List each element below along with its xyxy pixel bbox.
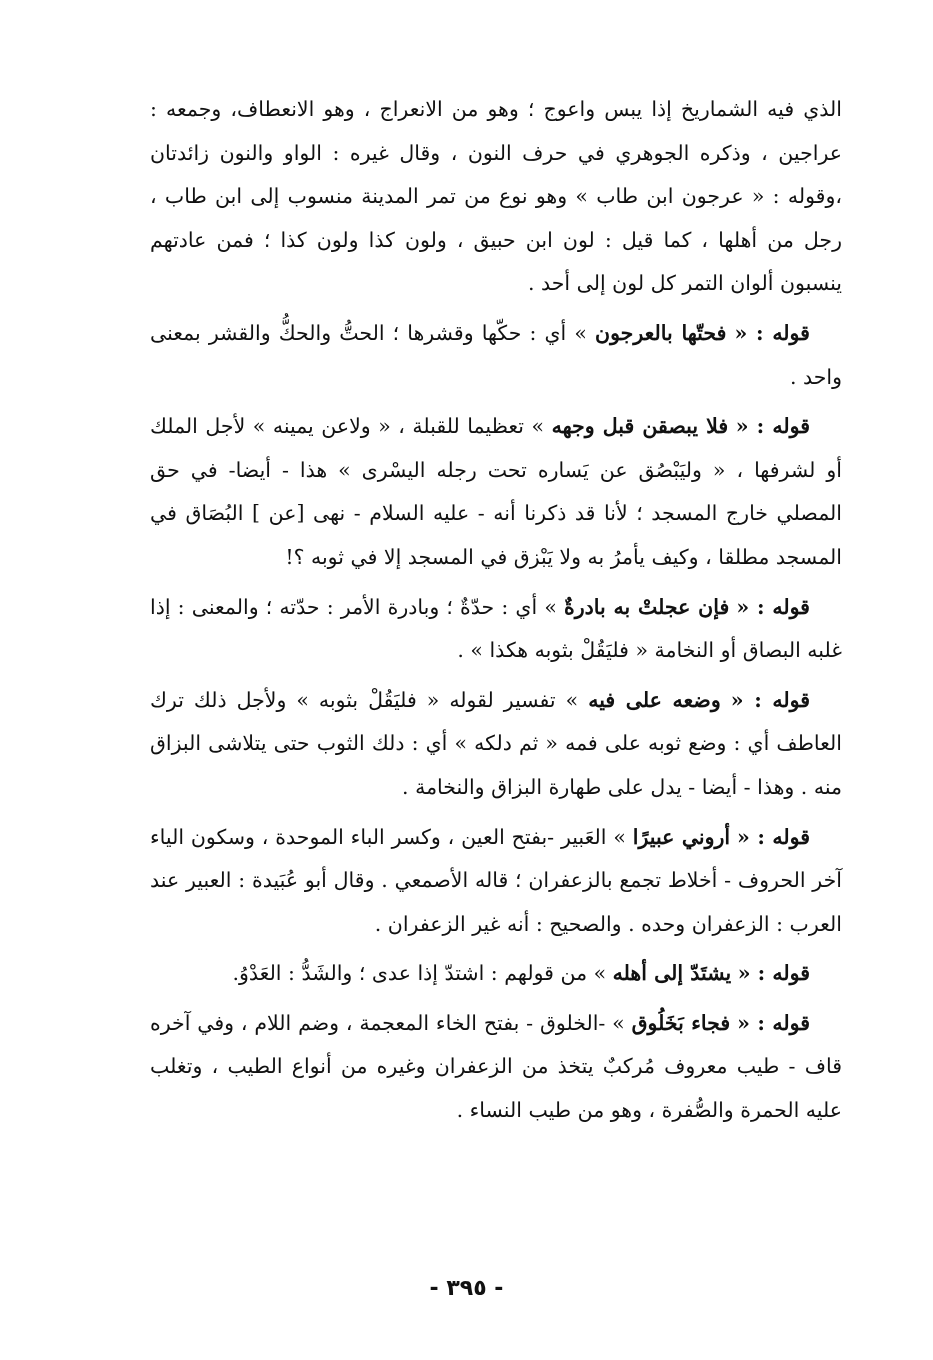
paragraph-2-text: » أي : حكّها وقشرها ؛ الحتُّ والحكُّ والقشر بمعنى واحد . — [150, 320, 842, 389]
paragraph-2-quote: فحتّها بالعرجون — [595, 320, 727, 345]
paragraph-3-lead: قوله : « — [735, 414, 810, 439]
paragraph-7-quote: يشتَدّ إلى أهله — [612, 961, 732, 986]
page-body — [150, 88, 842, 1133]
paragraph-6-text: » العَبير -بفتح العين ، وكسر الباء الموحدة ، وسكون الياء آخر الحروف - أخلاط تجمع بالزعفران ؛ قاله الأصمعي . وقال أبو عُبَيدة : العبير عند العرب : الزعفران وحده . والصحيح : أنه غير الزعفران . — [150, 824, 842, 936]
paragraph-5-lead: قوله : « — [730, 687, 811, 712]
paragraph-3-text: » تعظيما للقبلة ، « ولاعن يمينه » لأجل الملك أو لشرفها ، « وليَبْصُق عن يَساره تحت رجله اليسْرى » هذا - أيضا- في حق المصلي خارج المسجد ؛ لأنا قد ذكرنا أنه - عليه السلام - نهى [عن ] البُصَاق في المسجد مطلقا ، وكيف يأمرُ به ولا يَبْزق في المسجد إلا في ثوبه ؟! — [150, 414, 842, 569]
paragraph-1 — [150, 88, 842, 306]
paragraph-4-lead: قوله : « — [736, 594, 810, 619]
paragraph-2-lead: قوله : « — [734, 320, 810, 345]
paragraph-4-text: » أي : حدّةٌ ؛ وبادرة الأمر : حدّته ؛ والمعنى : إذا غلبه البصاق أو النخامة « فليَقُلْ بثوبه هكذا » . — [150, 594, 842, 663]
paragraph-7-lead: قوله : « — [737, 961, 810, 986]
paragraph-8-quote: فجاء بَخَلُوق — [631, 1010, 731, 1035]
paragraph-6 — [150, 816, 842, 947]
paragraph-7-text: » من قولهم : اشتدّ إذا عدى ؛ والشَدُّ : العَدْوُ. — [232, 961, 607, 986]
paragraph-5-quote: وضعه على فيه — [588, 687, 721, 712]
paragraph-1-text: الذي فيه الشماريخ إذا يبس واعوج ؛ وهو من الانعراج ، وهو الانعطاف، وجمعه : عراجين ، وذكره الجوهري في حرف النون ، وقال غيره : الواو والنون زائدتان ،وقوله : « عرجون ابن طاب » وهو نوع من تمر المدينة منسوب إلى ابن طاب ، رجل من أهلها ، كما قيل : لون ابن حبيق ، ولون كذا ولون كذا ؛ فمن عادتهم ينسبون ألوان التمر كل لون إلى أحد . — [150, 97, 842, 296]
paragraph-4-quote: فإن عجلتْ به بادرةٌ — [564, 594, 730, 619]
paragraph-5-text: » تفسير لقوله « فليَقُلْ بثوبه » ولأجل ذلك ترك العاطف أي : وضع ثوبه على فمه « ثم دلكه » أي : دلك الثوب حتى يتلاشى البزاق منه . وهذا - أيضا - يدل على طهارة البزاق والنخامة . — [150, 687, 842, 799]
paragraph-7 — [150, 952, 842, 996]
paragraph-8-text: » -الخلوق - بفتح الخاء المعجمة ، وضم اللام ، وفي آخره قاف - طيب معروف مُركبٌ يتخذ من الزعفران وغيره من أنواع الطيب ، وتغلب عليه الحمرة والصُّفرة ، وهو من طيب النساء . — [150, 1010, 842, 1123]
paragraph-2 — [150, 312, 842, 399]
paragraph-3-quote: فلا يبصقن قبل وجهه — [551, 414, 729, 439]
paragraph-3 — [150, 405, 842, 579]
paragraph-4 — [150, 586, 842, 673]
paragraph-6-quote: أروني عبيرًا — [632, 824, 731, 849]
page-number: - ٣٩٥ - — [429, 1276, 504, 1301]
paragraph-8 — [150, 1002, 842, 1133]
paragraph-6-lead: قوله : « — [737, 824, 810, 849]
paragraph-8-lead: قوله : « — [737, 1010, 811, 1035]
paragraph-5 — [150, 679, 842, 810]
